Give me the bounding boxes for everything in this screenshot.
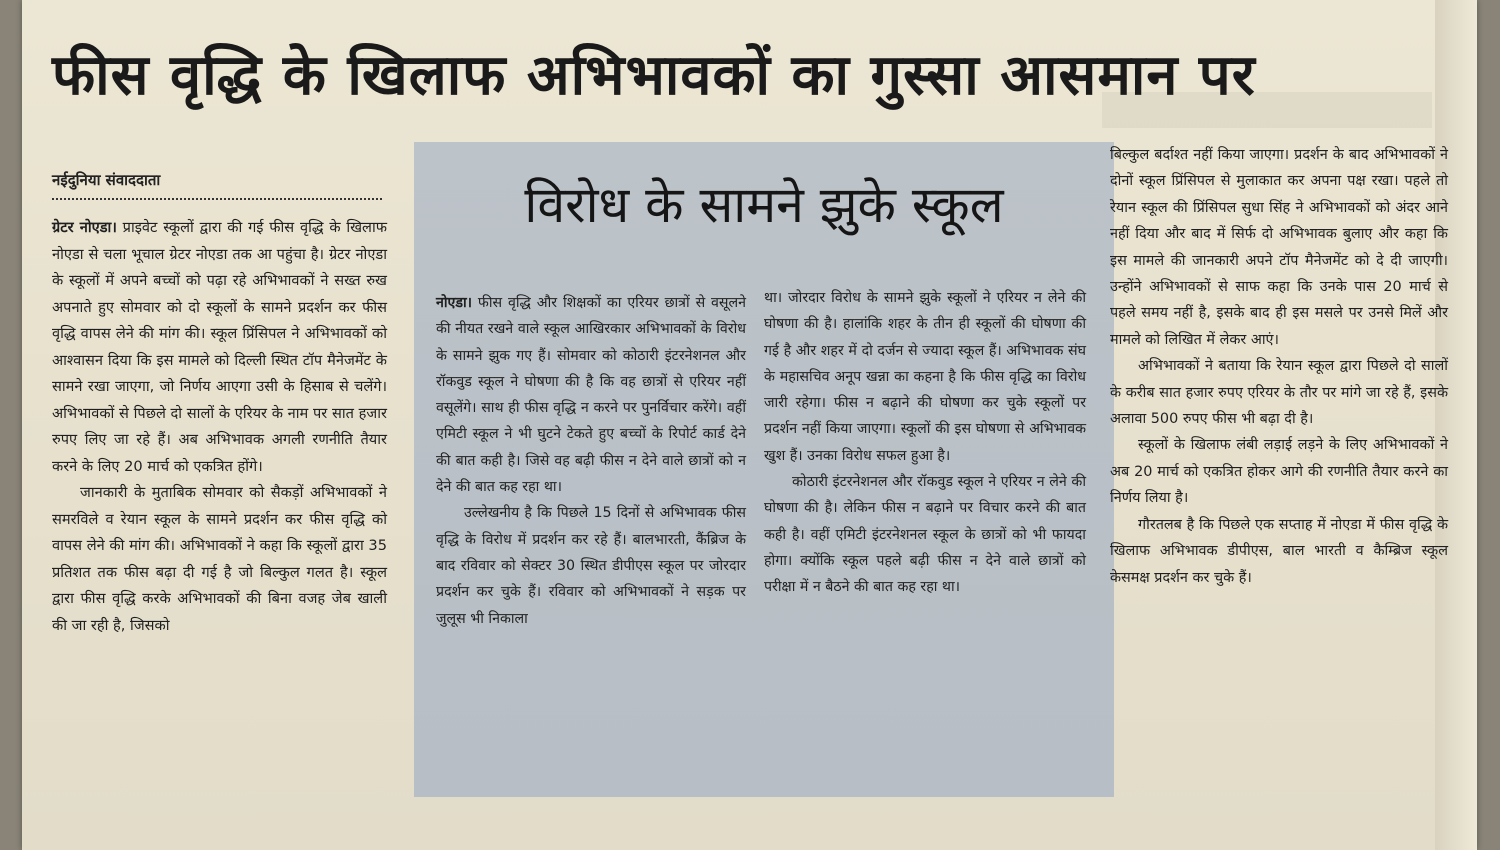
headline: फीस वृद्धि के खिलाफ अभिभावकों का गुस्सा आसमान पर	[52, 43, 1256, 108]
paragraph-text: प्राइवेट स्कूलों द्वारा की गई फीस वृद्धि के खिलाफ नोएडा से चला भूचाल ग्रेटर नोएडा तक आ पहुंचा है। ग्रेटर नोएडा के स्कूलों में अपने बच्चों को पढ़ा रहे अभिभावकों ने सख्त रुख अपनाते हुए सोमवार को दो स्कूलों के सामने प्रदर्शन कर फीस वृद्धि वापस लेने की मांग की। स्कूल प्रिंसिपल ने अभिभावकों को आश्वासन दिया कि इस मामले को दिल्ली स्थित टॉप मैनेजमेंट के सामने रखा जाएगा, जो निर्णय आएगा उसी के हिसाब से चलेंगे। अभिभावकों से पिछले दो सालों के एरियर के नाम पर सात हजार रुपए लिए जा रहे हैं। अब अभिभावक अगली रणनीति तैयार करने के लिए 20 मार्च को एकत्रित होंगे।	[52, 219, 387, 475]
box-paragraph-1	[436, 290, 746, 500]
box-paragraph-2: उल्लेखनीय है कि पिछले 15 दिनों से अभिभावक फीस वृद्धि के विरोध में प्रदर्शन कर रहे हैं। बालभारती, कैंब्रिज के बाद रविवार को सेक्टर 30 स्थित डीपीएस स्कूल पर जोरदार प्रदर्शन कर चुके हैं। रविवार को अभिभावकों ने सड़क पर जुलूस भी निकाला	[436, 505, 746, 627]
paragraph-text: फीस वृद्धि और शिक्षकों का एरियर छात्रों से वसूलने की नीयत रखने वाले स्कूल आखिरकार अभिभावकों के विरोध के सामने झुक गए हैं। सोमवार को कोठारी इंटरनेशनल और रॉकवुड स्कूल ने घोषणा की है कि वह छात्रों से एरियर नहीं वसूलेंगे। साथ ही फीस वृद्धि न करने पर पुनर्विचार करेंगे। वहीं एमिटी स्कूल ने भी घुटने टेकते हुए बच्चों के रिपोर्ट कार्ड देने की बात कही है। जिसे वह बढ़ी फीस न देने वाले छात्रों को न देने की बात कह रहा था।	[436, 295, 746, 496]
main-paragraph-2: जानकारी के मुताबिक सोमवार को सैकड़ों अभिभावकों ने समरविले व रेयान स्कूल के सामने प्रदर्शन कर फीस वृद्धि को वापस लेने की मांग की। अभिभावकों ने कहा कि स्कूलों द्वारा 35 प्रतिशत तक फीस बढ़ा दी गई है जो बिल्कुल गलत है। स्कूल द्वारा फीस वृद्धि करके अभिभावकों की बिना वजह जेब खाली की जा रही है, जिसको	[52, 484, 387, 634]
continued-paragraph-2: अभिभावकों ने बताया कि रेयान स्कूल द्वारा पिछले दो सालों के करीब सात हजार रुपए एरियर के तौर पर मांगे जा रहे हैं, इसके अलावा 500 रुपए फीस भी बढ़ा दी है।	[1110, 358, 1448, 428]
main-paragraph-1	[52, 215, 387, 480]
dateline: नोएडा।	[436, 295, 473, 311]
boxed-story-column-2	[764, 285, 1086, 601]
boxed-story	[414, 142, 1114, 797]
dateline: ग्रेटर नोएडा।	[52, 219, 117, 236]
byline: नईदुनिया संवाददाता	[52, 170, 382, 200]
box-paragraph-3: था। जोरदार विरोध के सामने झुके स्कूलों ने एरियर न लेने की घोषणा की है। हालांकि शहर के तीन ही स्कूलों की घोषणा की गई है और शहर में दो दर्जन से ज्यादा स्कूल हैं। अभिभावक संघ के महासचिव अनूप खन्ना का कहना है कि फीस वृद्धि का विरोध जारी रहेगा। फीस न बढ़ाने की घोषणा कर चुके स्कूलों पर प्रदर्शन नहीं किया जाएगा। स्कूलों की इस घोषणा से अभिभावक खुश हैं। उनका विरोध सफल हुआ है।	[764, 290, 1086, 464]
boxed-story-column-1	[436, 290, 746, 632]
newspaper-page	[22, 0, 1477, 850]
main-story-continued-column	[1110, 142, 1448, 591]
continued-paragraph-3: स्कूलों के खिलाफ लंबी लड़ाई लड़ने के लिए अभिभावकों ने अब 20 मार्च को एकत्रित होकर आगे की रणनीति तैयार करने का निर्णय लिया है।	[1110, 437, 1448, 507]
continued-paragraph-4: गौरतलब है कि पिछले एक सप्ताह में नोएडा में फीस वृद्धि के खिलाफ अभिभावक डीपीएस, बाल भारती व कैम्ब्रिज स्कूल केसमक्ष प्रदर्शन कर चुके हैं।	[1110, 516, 1448, 586]
boxed-story-title: विरोध के सामने झुके स्कूल	[524, 176, 1004, 234]
continued-paragraph-1: बिल्कुल बर्दाश्त नहीं किया जाएगा। प्रदर्शन के बाद अभिभावकों ने दोनों स्कूल प्रिंसिपल से मुलाकात कर अपना पक्ष रखा। पहले तो रेयान स्कूल की प्रिंसिपल सुधा सिंह ने अभिभावकों को अंदर आने नहीं दिया और बाद में सिर्फ दो अभिभावक बुलाए और कहा कि इस मामले की जानकारी अपने टॉप मैनेजमेंट को दे दी जाएगी। उन्होंने अभिभावकों से साफ कहा कि उनके पास 20 मार्च से पहले समय नहीं है, इसके बाद ही इस मसले पर उनसे मिलें और मामले को लिखित में लेकर आएं।	[1110, 147, 1448, 348]
box-paragraph-4: कोठारी इंटरनेशनल और रॉकवुड स्कूल ने एरियर न लेने की घोषणा की है। लेकिन फीस न बढ़ाने पर विचार करने की बात कही है। वहीं एमिटी इंटरनेशनल स्कूल के छात्रों को भी फायदा होगा। क्योंकि स्कूल पहले बढ़ी फीस न देने वाले छात्रों को परीक्षा में न बैठने की बात कह रहा था।	[764, 474, 1086, 596]
main-story-column	[52, 215, 387, 639]
